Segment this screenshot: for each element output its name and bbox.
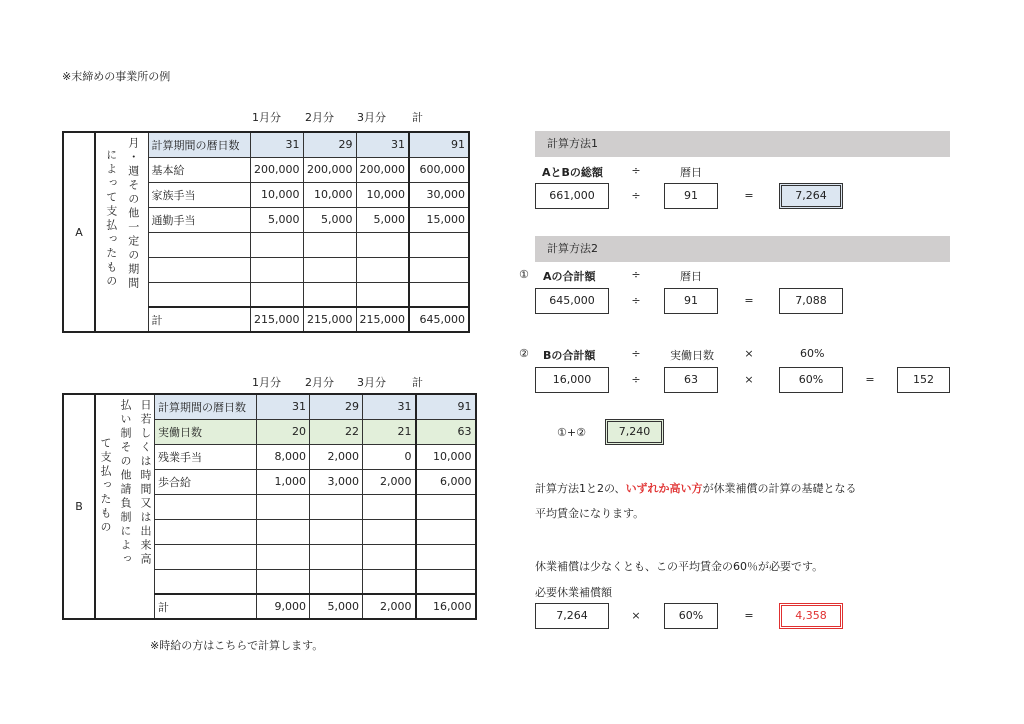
table-b [62, 393, 477, 620]
b-result-box: 152 [897, 367, 950, 393]
table-b-cell: 6,000 [416, 469, 476, 494]
table-a-total-label: 計 [148, 307, 250, 332]
table-a-cell: 31 [250, 132, 303, 157]
table-b-cell: 10,000 [416, 444, 476, 469]
explanation-highlight: いずれか高い方 [625, 482, 703, 495]
divide-sign: ÷ [631, 373, 641, 386]
table-b-cell [310, 544, 363, 569]
section-a-text-2: によって支払ったもの [104, 149, 118, 289]
table-b-row-label: 計算期間の暦日数 [155, 394, 257, 419]
table-a-cell: 10,000 [303, 182, 356, 207]
table-a-cell [356, 232, 409, 257]
method-1-days-label: 暦日 [680, 166, 702, 179]
percent-box: 60% [779, 367, 843, 393]
table-b-total-cell: 5,000 [310, 594, 363, 619]
divide-sign: ÷ [631, 294, 641, 307]
table-b-total-label: 計 [155, 594, 257, 619]
table-b-cell [257, 569, 310, 594]
table-a-cell [409, 232, 469, 257]
table-a-cell: 600,000 [409, 157, 469, 182]
circle-2-label: ② [519, 347, 529, 360]
work-days-label: 実働日数 [670, 349, 714, 362]
table-b-cell [363, 544, 416, 569]
table-b-row-label [155, 569, 257, 594]
a-total-box: 645,000 [535, 288, 609, 314]
table-b-cell [257, 519, 310, 544]
table-b-row-label: 残業手当 [155, 444, 257, 469]
table-b-cell [416, 544, 476, 569]
table-b-cell [310, 494, 363, 519]
table-a-row-label: 家族手当 [148, 182, 250, 207]
table-b-cell [310, 519, 363, 544]
sum-box: 7,240 [605, 419, 664, 445]
table-b-row-label [155, 544, 257, 569]
table-b-cell: 2,000 [310, 444, 363, 469]
table-b-cell: 8,000 [257, 444, 310, 469]
table-a-cell [250, 282, 303, 307]
table-b-cell: 3,000 [310, 469, 363, 494]
section-a-description [95, 132, 148, 332]
table-b-row-label [155, 494, 257, 519]
table-a-row-label: 通勤手当 [148, 207, 250, 232]
table-a-cell: 29 [303, 132, 356, 157]
multiply-sign: × [631, 609, 641, 622]
table-a-cell: 5,000 [303, 207, 356, 232]
equals-sign: = [744, 609, 754, 622]
table-b-cell [416, 494, 476, 519]
table-b-cell: 31 [363, 394, 416, 419]
table-a-cell [409, 282, 469, 307]
table-b-cell: 22 [310, 419, 363, 444]
month-1-label: 1月分 [252, 111, 281, 124]
table-a-cell: 200,000 [356, 157, 409, 182]
table-a-total-cell: 215,000 [356, 307, 409, 332]
table-b-cell: 0 [363, 444, 416, 469]
table-a-cell: 10,000 [250, 182, 303, 207]
table-a-cell [356, 257, 409, 282]
section-a-label: A [63, 132, 95, 332]
explanation-line-1-b: が休業補償の計算の基礎となる [702, 482, 857, 495]
section-b-label: B [63, 394, 95, 619]
section-b-text-1: 日若しくは時間又は出来高 [139, 399, 152, 567]
sum-label: ①+② [557, 426, 586, 439]
section-b-text-2: 払い制その他請負制によっ [119, 399, 132, 567]
multiply-sign: × [744, 347, 754, 360]
table-b-cell: 1,000 [257, 469, 310, 494]
table-b-row-label: 歩合給 [155, 469, 257, 494]
method-1-total-box: 661,000 [535, 183, 609, 209]
table-b-cell: 63 [416, 419, 476, 444]
table-b-cell: 29 [310, 394, 363, 419]
table-b-cell: 21 [363, 419, 416, 444]
table-b-cell: 20 [257, 419, 310, 444]
table-b-cell [363, 494, 416, 519]
a-result-box: 7,088 [779, 288, 843, 314]
table-b-cell [363, 519, 416, 544]
table-b-cell [257, 494, 310, 519]
month-3-label: 3月分 [357, 376, 386, 389]
table-a-cell: 91 [409, 132, 469, 157]
table-a-cell: 5,000 [356, 207, 409, 232]
table-a-cell: 15,000 [409, 207, 469, 232]
table-a-cell: 5,000 [250, 207, 303, 232]
final-percent-box: 60% [664, 603, 718, 629]
table-a-row-label [148, 257, 250, 282]
table-b-cell [257, 544, 310, 569]
multiply-sign: × [744, 373, 754, 386]
table-b-cell [363, 569, 416, 594]
table-a-cell: 200,000 [303, 157, 356, 182]
table-b-cell: 2,000 [363, 469, 416, 494]
explanation-line-2: 平均賃金になります。 [535, 507, 645, 520]
explanation-line-1-a: 計算方法1と2の、 [535, 482, 626, 495]
table-b-cell: 91 [416, 394, 476, 419]
method-2-title: 計算方法2 [535, 236, 950, 262]
method-1-days-box: 91 [664, 183, 718, 209]
table-a-row-label [148, 232, 250, 257]
b-total-label: Bの合計額 [543, 349, 596, 362]
table-a-row-label [148, 282, 250, 307]
table-a-cell: 31 [356, 132, 409, 157]
table-a-cell [303, 257, 356, 282]
required-compensation-label: 必要休業補償額 [535, 586, 612, 599]
section-b-description [95, 394, 155, 619]
equals-sign: = [744, 294, 754, 307]
method-1-total-label: AとBの総額 [542, 166, 603, 179]
section-a-text-1: 月・週その他一定の期間 [126, 137, 140, 291]
hourly-footnote: ※時給の方はこちらで計算します。 [150, 639, 324, 652]
table-b-cell [416, 519, 476, 544]
method-2-days-label: 暦日 [680, 270, 702, 283]
table-a-cell: 30,000 [409, 182, 469, 207]
table-a-total-cell: 215,000 [303, 307, 356, 332]
table-a-total-cell: 645,000 [409, 307, 469, 332]
month-3-label: 3月分 [357, 111, 386, 124]
total-label: 計 [412, 376, 423, 389]
table-a-row-label: 計算期間の暦日数 [148, 132, 250, 157]
month-1-label: 1月分 [252, 376, 281, 389]
average-wage-box: 7,264 [535, 603, 609, 629]
month-2-label: 2月分 [305, 111, 334, 124]
table-a-cell [303, 282, 356, 307]
table-b-cell [310, 569, 363, 594]
table-b-total-cell: 2,000 [363, 594, 416, 619]
table-a [62, 131, 470, 333]
circle-1-label: ① [519, 268, 529, 281]
b-total-box: 16,000 [535, 367, 609, 393]
equals-sign: = [744, 189, 754, 202]
table-a-cell [303, 232, 356, 257]
table-a-row-label: 基本給 [148, 157, 250, 182]
method-2-days-box: 91 [664, 288, 718, 314]
table-a-cell: 10,000 [356, 182, 409, 207]
table-a-cell [250, 257, 303, 282]
divide-sign: ÷ [631, 268, 641, 281]
month-2-label: 2月分 [305, 376, 334, 389]
method-1-result-box: 7,264 [779, 183, 843, 209]
page-note: ※末締めの事業所の例 [62, 70, 171, 83]
table-a-total-cell: 215,000 [250, 307, 303, 332]
table-a-cell [356, 282, 409, 307]
table-b-total-cell: 9,000 [257, 594, 310, 619]
table-a-cell [409, 257, 469, 282]
table-b-cell [416, 569, 476, 594]
divide-sign: ÷ [631, 347, 641, 360]
method-1-title: 計算方法1 [535, 131, 950, 157]
table-a-cell [250, 232, 303, 257]
explanation-line-1 [535, 480, 857, 496]
total-label: 計 [412, 111, 423, 124]
a-total-label: Aの合計額 [543, 270, 596, 283]
section-b-text-3: て支払ったもの [99, 437, 112, 535]
table-b-cell: 31 [257, 394, 310, 419]
equals-sign: = [865, 373, 875, 386]
table-a-cell: 200,000 [250, 157, 303, 182]
table-b-total-cell: 16,000 [416, 594, 476, 619]
percent-label: 60% [800, 347, 825, 360]
explanation-line-3: 休業補償は少なくとも、この平均賃金の60％が必要です。 [535, 560, 824, 573]
divide-sign: ÷ [631, 189, 641, 202]
table-b-row-label: 実働日数 [155, 419, 257, 444]
work-days-box: 63 [664, 367, 718, 393]
divide-sign: ÷ [631, 164, 641, 177]
table-b-row-label [155, 519, 257, 544]
final-result-box: 4,358 [779, 603, 843, 629]
